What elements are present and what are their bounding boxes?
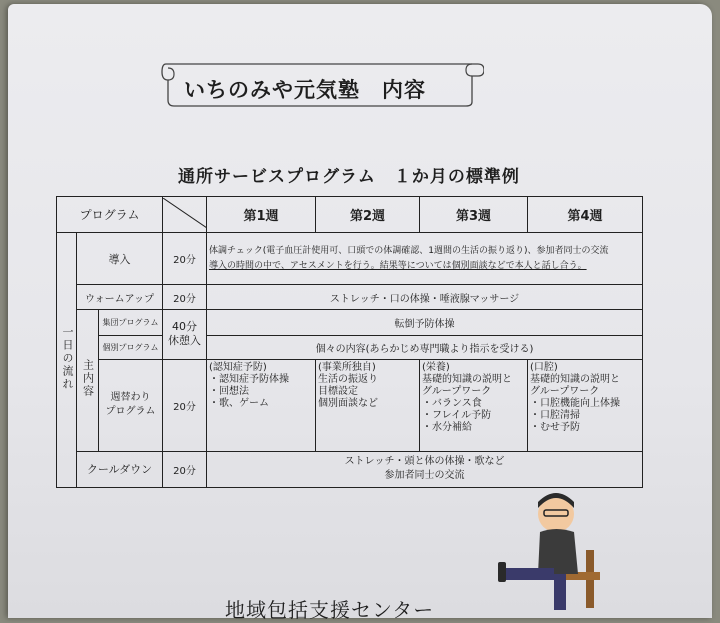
individual-content: 個々の内容(あらかじめ専門職より指示を受ける)	[207, 336, 643, 360]
group-name: 集団プログラム	[99, 310, 163, 336]
week4-header: 第4週	[528, 197, 643, 233]
diagonal-line	[163, 198, 207, 228]
individual-row	[57, 336, 643, 360]
main-label: 主内容	[81, 359, 95, 399]
intro-line-2: 導入の時間の中で、アセスメントを行う。結果等については個別面談などで本人と話し合う。	[209, 260, 587, 271]
cooldown-line-1: ストレッチ・頭と体の体操・歌など	[344, 456, 505, 468]
intro-name: 導入	[77, 233, 163, 284]
header-row	[57, 197, 643, 233]
rotating-week2: (事業所独自) 生活の振返り 目標設定 個別面談など	[316, 359, 420, 451]
diagonal-header-cell	[163, 197, 207, 233]
flow-label: 一日の流れ	[61, 326, 74, 392]
cooldown-line-2: 参加者同士の交流	[384, 470, 465, 482]
warmup-content: ストレッチ・口の体操・唾液腺マッサージ	[207, 284, 643, 310]
main-label-cell	[77, 310, 99, 451]
cooldown-row	[57, 451, 643, 487]
program-table	[56, 196, 643, 488]
cooldown-name: クールダウン	[77, 451, 163, 487]
flow-label-cell	[57, 233, 77, 488]
warmup-row	[57, 284, 643, 310]
title-scroll-banner	[160, 58, 484, 108]
week2-header: 第2週	[316, 197, 420, 233]
group-content: 転倒予防体操	[207, 310, 643, 336]
warmup-time: 20分	[163, 284, 207, 310]
rotating-week3: (栄養) 基礎的知識の説明と グループワーク ・バランス食 ・フレイル予防 ・水分補給	[420, 359, 528, 451]
week1-header: 第1週	[207, 197, 316, 233]
main-time: 40分 休憩入	[163, 310, 207, 359]
individual-name: 個別プログラム	[99, 336, 163, 360]
rotating-name: 週替わり プログラム	[99, 359, 163, 451]
week3-header: 第3週	[420, 197, 528, 233]
footer-organization: 地域包括支援センター	[225, 598, 435, 622]
group-row	[57, 310, 643, 336]
rotating-time: 20分	[163, 359, 207, 451]
intro-row	[57, 233, 643, 284]
seated-exercise-illustration-icon	[498, 488, 608, 622]
cooldown-content	[207, 451, 643, 487]
table-subtitle: 通所サービスプログラム １か月の標準例	[178, 167, 520, 187]
rotating-week1: (認知症予防) ・認知症予防体操 ・回想法 ・歌、ゲーム	[207, 359, 316, 451]
intro-time: 20分	[163, 233, 207, 284]
rotating-week4: (口腔) 基礎的知識の説明と グループワーク ・口腔機能向上体操 ・口腔清掃 ・むせ予防	[528, 359, 643, 451]
rotating-row	[57, 359, 643, 451]
cooldown-time: 20分	[163, 451, 207, 487]
intro-line-1: 体調チェック(電子血圧計使用可、口頭での体調確認、1週間の生活の振り返り)、参加者同士の交流	[209, 245, 609, 256]
program-header: プログラム	[57, 197, 163, 233]
intro-content	[207, 233, 643, 284]
page-title: いちのみや元気塾 内容	[184, 78, 426, 102]
warmup-name: ウォームアップ	[77, 284, 163, 310]
